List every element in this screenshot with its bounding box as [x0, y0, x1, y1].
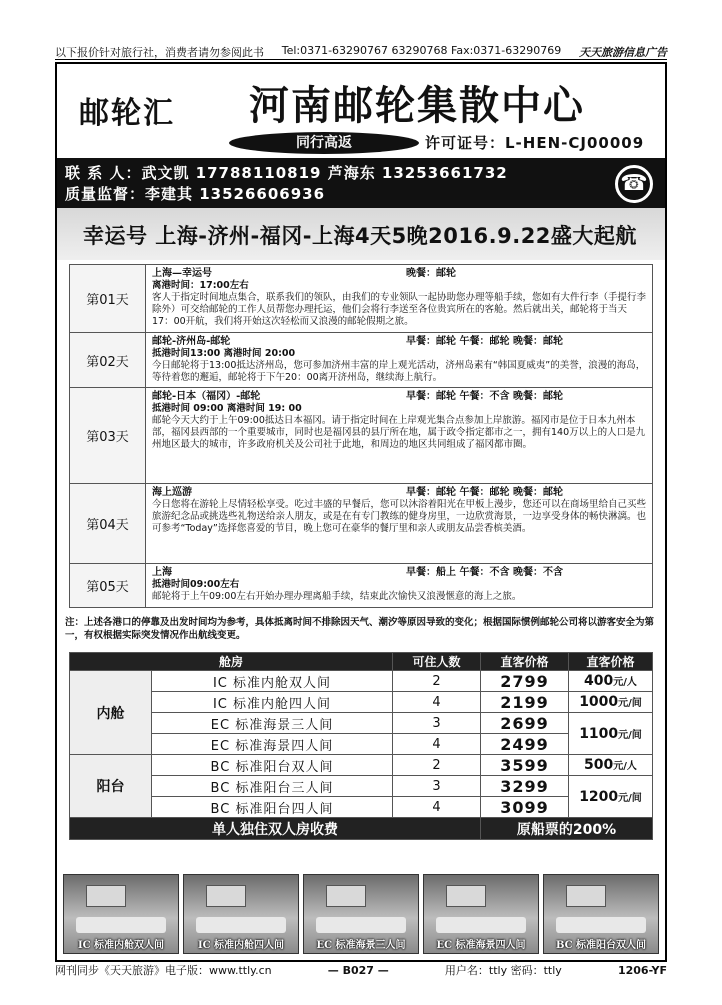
- window-shape: [86, 885, 126, 907]
- hero-banner: [57, 208, 665, 260]
- day-route: 海上巡游: [152, 487, 192, 498]
- single-supplement-row: [70, 818, 653, 840]
- day-description: 今日您将在游轮上尽情轻松享受。吃过丰盛的早餐后，您可以沐浴着阳光在甲板上漫步，您还可以在商场里给自己买些旅游纪念品或挑选些礼物送给亲人朋友，或是在有专门教练的健身房里，一边欣赏海景，一边享受身体的畅快淋漓。也可参考“Today”选择您喜爱的节目，晚上您可在豪华的餐厅里和亲人或朋友品尝香槟美酒。: [152, 499, 647, 534]
- room-type: BC 标准阳台四人间: [152, 797, 393, 818]
- bed-shape: [556, 917, 646, 933]
- day-route: 邮轮-日本（福冈）-邮轮: [152, 391, 261, 402]
- ad-frame: [55, 62, 667, 962]
- day-route: 邮轮-济州岛-邮轮: [152, 336, 231, 347]
- itinerary-row: [70, 388, 653, 484]
- phone-icon: ☎: [615, 165, 653, 203]
- price-row: [70, 671, 653, 692]
- footer-credentials: 用户名：ttly 密码：ttly: [444, 964, 562, 977]
- price-row: [70, 755, 653, 776]
- top-bar: [55, 44, 667, 60]
- itinerary-row: [70, 265, 653, 333]
- cost: 1000元/间: [569, 692, 653, 713]
- bed-shape: [316, 917, 406, 933]
- occupancy: 2: [393, 671, 481, 692]
- day-description: 邮轮将于上午09:00左右开始办理办理离船手续，结束此次愉快又浪漫惬意的海上之旅。: [152, 591, 522, 602]
- day-label: 第05天: [70, 564, 146, 608]
- day-times: 抵港时间13:00 离港时间 20:00: [152, 348, 296, 359]
- cost: 1100元/间: [569, 713, 653, 755]
- itinerary-row: [70, 333, 653, 388]
- day-label: 第04天: [70, 484, 146, 564]
- day-description: 客人于指定时间地点集合，联系我们的领队，由我们的专业领队一起协助您办理等船手续，您如有大件行李（手提行李除外）可交给邮轮的工作人员帮您办理托运，他们会将行李送至各位贵宾所在的客舱。然后就出关，邮轮将于当天17：00开航，我们将开始这次轻松而又浪漫的邮轮假期之旅。: [152, 292, 647, 327]
- day-meals: 早餐：邮轮 午餐：不含 晚餐：邮轮: [406, 391, 563, 402]
- day-label: 第03天: [70, 388, 146, 484]
- itinerary-note: 注：上述各港口的停靠及出发时间均为参考，具体抵离时间不排除因天气、潮汐等原因导致的变化；根据国际惯例邮轮公司将以游客安全为第一，有权根据实际突发情况作出航线变更。: [65, 617, 655, 641]
- tel-fax-text: Tel:0371-63290767 63290768 Fax:0371-63290769: [281, 44, 562, 57]
- bed-shape: [196, 917, 286, 933]
- window-shape: [326, 885, 366, 907]
- publisher-text: 天天旅游信息广告: [578, 46, 667, 59]
- promo-pill: 同行高返: [229, 132, 419, 154]
- single-supplement-value: 原船票的200%: [481, 818, 653, 840]
- price-row: [70, 734, 653, 755]
- contact-bar: [57, 158, 665, 208]
- day-meals: 早餐：船上 午餐：不含 晚餐：不含: [406, 567, 563, 578]
- price-row: [70, 776, 653, 797]
- day-meals: 晚餐：邮轮: [406, 268, 456, 279]
- cabin-photo: [303, 874, 419, 954]
- footer: [55, 962, 667, 978]
- cabin-photo: [183, 874, 299, 954]
- fare: 3099: [481, 797, 569, 818]
- photo-caption: EC 标准海景四人间: [436, 940, 526, 951]
- day-route: 上海: [152, 567, 172, 578]
- disclaimer-text: 以下报价针对旅行社，消费者请勿参阅此书: [55, 46, 264, 59]
- window-shape: [566, 885, 606, 907]
- brand-logo-small: 邮轮汇: [79, 96, 175, 131]
- col-header-cost: 直客价格: [569, 653, 653, 671]
- room-type: IC 标准内舱四人间: [152, 692, 393, 713]
- day-label: 第02天: [70, 333, 146, 388]
- occupancy: 4: [393, 734, 481, 755]
- day-details: [146, 333, 653, 388]
- itinerary-row: [70, 564, 653, 608]
- footer-code: 1206-YF: [617, 963, 667, 977]
- fare: 2699: [481, 713, 569, 734]
- col-header-people: 可住人数: [393, 653, 481, 671]
- occupancy: 2: [393, 755, 481, 776]
- cruise-title: 幸运号 上海-济州-福冈-上海4天5晚2016.9.22盛大起航: [83, 224, 637, 248]
- photo-caption: IC 标准内舱双人间: [77, 940, 165, 951]
- room-type: IC 标准内舱双人间: [152, 671, 393, 692]
- day-description: 今日邮轮将于13:00抵达济州岛，您可参加济州丰富的岸上观光活动，济州岛素有“韩国夏威夷”的美誉，浪漫的海岛，等待着您的邂逅，邮轮将于下午20：00离开济州岛，继续海上航行。: [152, 360, 646, 383]
- price-table: [69, 652, 653, 840]
- itinerary-table: [69, 264, 653, 608]
- footer-website: 网刊同步《天天旅游》电子版：www.ttly.cn: [55, 964, 272, 977]
- page-number: — B027 —: [327, 963, 389, 977]
- single-supplement-label: 单人独住双人房收费: [70, 818, 481, 840]
- quality-supervisor: 质量监督：李建其 13526606936: [65, 185, 326, 203]
- room-type: EC 标准海景四人间: [152, 734, 393, 755]
- occupancy: 4: [393, 692, 481, 713]
- col-header-room: 舱房: [70, 653, 393, 671]
- day-details: [146, 564, 653, 608]
- day-details: [146, 265, 653, 333]
- photo-caption: IC 标准内舱四人间: [197, 940, 285, 951]
- day-meals: 早餐：邮轮 午餐：邮轮 晚餐：邮轮: [406, 487, 563, 498]
- brand-title: 河南邮轮集散中心: [249, 82, 585, 129]
- photo-caption: BC 标准阳台双人间: [555, 940, 647, 951]
- fare: 3299: [481, 776, 569, 797]
- day-times: 离港时间：17:00左右: [152, 280, 249, 291]
- cabin-photo: [423, 874, 539, 954]
- room-type: BC 标准阳台三人间: [152, 776, 393, 797]
- day-times: 抵港时间09:00左右: [152, 579, 240, 590]
- occupancy: 3: [393, 776, 481, 797]
- header: [57, 64, 665, 158]
- price-row: [70, 713, 653, 734]
- occupancy: 3: [393, 713, 481, 734]
- day-meals: 早餐：邮轮 午餐：邮轮 晚餐：邮轮: [406, 336, 563, 347]
- price-row: [70, 797, 653, 818]
- photo-caption: EC 标准海景三人间: [316, 940, 406, 951]
- occupancy: 4: [393, 797, 481, 818]
- cabin-photo: [543, 874, 659, 954]
- cost: 500元/人: [569, 755, 653, 776]
- day-description: 邮轮今天大约于上午09:00抵达日本福冈。请于指定时间在上岸观光集合点参加上岸旅游。福冈市是位于日本九州本部，福冈县西部的一个重要城市，同时也是福冈县的县厅所在地，属于政令指定都市之一，拥有140万以上的人口是九州地区最大的城市，许多政府机关及公司社于此地，和周边的地区共同组成了福冈都市圈。: [152, 415, 646, 450]
- itinerary-row: [70, 484, 653, 564]
- day-details: [146, 484, 653, 564]
- price-row: [70, 692, 653, 713]
- contact-persons: 联 系 人：武文凯 17788110819 芦海东 13253661732: [65, 164, 508, 182]
- room-type: BC 标准阳台双人间: [152, 755, 393, 776]
- fare: 3599: [481, 755, 569, 776]
- day-times: 抵港时间 09:00 离港时间 19: 00: [152, 403, 302, 414]
- category-balcony: 阳台: [70, 755, 152, 818]
- col-header-fare: 直客价格: [481, 653, 569, 671]
- license-number: 许可证号：L-HEN-CJ00009: [425, 134, 645, 152]
- cabin-photos: [63, 874, 659, 954]
- cabin-photo: [63, 874, 179, 954]
- window-shape: [206, 885, 246, 907]
- fare: 2799: [481, 671, 569, 692]
- cost: 400元/人: [569, 671, 653, 692]
- fare: 2499: [481, 734, 569, 755]
- bed-shape: [436, 917, 526, 933]
- room-type: EC 标准海景三人间: [152, 713, 393, 734]
- fare: 2199: [481, 692, 569, 713]
- category-inside: 内舱: [70, 671, 152, 755]
- day-route: 上海—幸运号: [152, 268, 212, 279]
- day-details: [146, 388, 653, 484]
- cost: 1200元/间: [569, 776, 653, 818]
- day-label: 第01天: [70, 265, 146, 333]
- window-shape: [446, 885, 486, 907]
- bed-shape: [76, 917, 166, 933]
